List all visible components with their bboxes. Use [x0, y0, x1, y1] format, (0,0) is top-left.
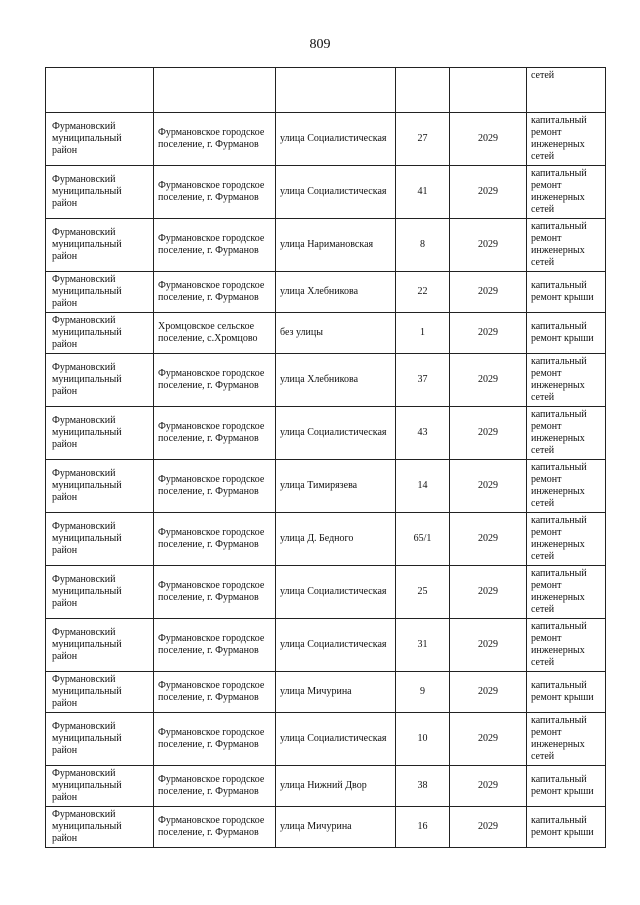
district-cell: Фурмановский муниципальный район: [46, 313, 154, 354]
settlement-cell: Фурмановское городское поселение, г. Фурманов: [154, 354, 276, 407]
district-cell: Фурмановский муниципальный район: [46, 113, 154, 166]
street-cell: улица Социалистическая: [276, 113, 396, 166]
settlement-cell: Фурмановское городское поселение, г. Фурманов: [154, 713, 276, 766]
table-row: [46, 672, 606, 713]
work-cell: капитальный ремонт крыши: [527, 272, 606, 313]
street-cell: улица Мичурина: [276, 807, 396, 848]
district-cell: Фурмановский муниципальный район: [46, 766, 154, 807]
continuation-row: [46, 68, 606, 113]
house-cell: 65/1: [396, 513, 450, 566]
year-cell: 2029: [450, 672, 527, 713]
street-cell: улица Социалистическая: [276, 407, 396, 460]
district-cell: Фурмановский муниципальный район: [46, 713, 154, 766]
settlement-cell: Фурмановское городское поселение, г. Фурманов: [154, 672, 276, 713]
street-cell: улица Тимирязева: [276, 460, 396, 513]
year-cell: 2029: [450, 619, 527, 672]
table-row: [46, 113, 606, 166]
district-cell: Фурмановский муниципальный район: [46, 272, 154, 313]
house-cell: 31: [396, 619, 450, 672]
year-cell: 2029: [450, 713, 527, 766]
settlement-cell: Фурмановское городское поселение, г. Фурманов: [154, 407, 276, 460]
year-cell: 2029: [450, 166, 527, 219]
street-cell: улица Социалистическая: [276, 166, 396, 219]
year-cell: 2029: [450, 566, 527, 619]
house-cell: 1: [396, 313, 450, 354]
work-cell: капитальный ремонт инженерных сетей: [527, 566, 606, 619]
house-cell: 43: [396, 407, 450, 460]
page-number: 809: [309, 37, 331, 52]
year-cell: 2029: [450, 219, 527, 272]
year-cell: 2029: [450, 313, 527, 354]
table-row: [46, 460, 606, 513]
settlement-cell: Фурмановское городское поселение, г. Фурманов: [154, 166, 276, 219]
district-cell: Фурмановский муниципальный район: [46, 566, 154, 619]
district-cell: Фурмановский муниципальный район: [46, 807, 154, 848]
house-cell: 9: [396, 672, 450, 713]
street-cell: улица Хлебникова: [276, 354, 396, 407]
district-cell: Фурмановский муниципальный район: [46, 219, 154, 272]
work-cell: капитальный ремонт инженерных сетей: [527, 219, 606, 272]
district-cell: Фурмановский муниципальный район: [46, 672, 154, 713]
house-cell: 37: [396, 354, 450, 407]
table-row: [46, 766, 606, 807]
year-cell: 2029: [450, 766, 527, 807]
settlement-cell: Фурмановское городское поселение, г. Фурманов: [154, 513, 276, 566]
settlement-cell: [154, 68, 276, 113]
table-row: [46, 219, 606, 272]
work-cell: капитальный ремонт крыши: [527, 766, 606, 807]
house-cell: 41: [396, 166, 450, 219]
settlement-cell: Фурмановское городское поселение, г. Фурманов: [154, 113, 276, 166]
year-cell: 2029: [450, 460, 527, 513]
work-cell: капитальный ремонт инженерных сетей: [527, 513, 606, 566]
year-cell: 2029: [450, 807, 527, 848]
table-row: [46, 513, 606, 566]
house-cell: 27: [396, 113, 450, 166]
street-cell: улица Хлебникова: [276, 272, 396, 313]
work-cell: капитальный ремонт инженерных сетей: [527, 407, 606, 460]
work-cell: капитальный ремонт инженерных сетей: [527, 113, 606, 166]
table-row: [46, 807, 606, 848]
street-cell: улица Социалистическая: [276, 713, 396, 766]
table-row: [46, 619, 606, 672]
district-cell: Фурмановский муниципальный район: [46, 619, 154, 672]
street-cell: улица Социалистическая: [276, 619, 396, 672]
settlement-cell: Фурмановское городское поселение, г. Фурманов: [154, 566, 276, 619]
table-row: [46, 354, 606, 407]
house-cell: 22: [396, 272, 450, 313]
street-cell: улица Мичурина: [276, 672, 396, 713]
district-cell: Фурмановский муниципальный район: [46, 460, 154, 513]
table-row: [46, 166, 606, 219]
street-cell: улица Социалистическая: [276, 566, 396, 619]
housing-repair-table: [45, 67, 606, 848]
district-cell: Фурмановский муниципальный район: [46, 407, 154, 460]
work-cell: капитальный ремонт инженерных сетей: [527, 354, 606, 407]
house-cell: 8: [396, 219, 450, 272]
house-cell: 14: [396, 460, 450, 513]
year-cell: 2029: [450, 407, 527, 460]
house-cell: 10: [396, 713, 450, 766]
district-cell: Фурмановский муниципальный район: [46, 166, 154, 219]
settlement-cell: Фурмановское городское поселение, г. Фурманов: [154, 766, 276, 807]
district-cell: Фурмановский муниципальный район: [46, 354, 154, 407]
settlement-cell: Фурмановское городское поселение, г. Фурманов: [154, 460, 276, 513]
table-row: [46, 713, 606, 766]
house-cell: 25: [396, 566, 450, 619]
table-row: [46, 272, 606, 313]
street-cell: без улицы: [276, 313, 396, 354]
street-cell: [276, 68, 396, 113]
work-cell: сетей: [527, 68, 606, 113]
street-cell: улица Д. Бедного: [276, 513, 396, 566]
work-cell: капитальный ремонт инженерных сетей: [527, 619, 606, 672]
year-cell: [450, 68, 527, 113]
table-row: [46, 407, 606, 460]
street-cell: улица Нижний Двор: [276, 766, 396, 807]
district-cell: Фурмановский муниципальный район: [46, 513, 154, 566]
settlement-cell: Фурмановское городское поселение, г. Фурманов: [154, 807, 276, 848]
year-cell: 2029: [450, 354, 527, 407]
settlement-cell: Хромцовское сельское поселение, с.Хромцово: [154, 313, 276, 354]
work-cell: капитальный ремонт крыши: [527, 313, 606, 354]
year-cell: 2029: [450, 113, 527, 166]
work-cell: капитальный ремонт инженерных сетей: [527, 713, 606, 766]
district-cell: [46, 68, 154, 113]
settlement-cell: Фурмановское городское поселение, г. Фурманов: [154, 619, 276, 672]
street-cell: улица Наримановская: [276, 219, 396, 272]
house-cell: [396, 68, 450, 113]
work-cell: капитальный ремонт инженерных сетей: [527, 460, 606, 513]
year-cell: 2029: [450, 272, 527, 313]
house-cell: 38: [396, 766, 450, 807]
work-cell: капитальный ремонт инженерных сетей: [527, 166, 606, 219]
work-cell: капитальный ремонт крыши: [527, 672, 606, 713]
house-cell: 16: [396, 807, 450, 848]
year-cell: 2029: [450, 513, 527, 566]
table-row: [46, 566, 606, 619]
settlement-cell: Фурмановское городское поселение, г. Фурманов: [154, 272, 276, 313]
work-cell: капитальный ремонт крыши: [527, 807, 606, 848]
settlement-cell: Фурмановское городское поселение, г. Фурманов: [154, 219, 276, 272]
table-row: [46, 313, 606, 354]
